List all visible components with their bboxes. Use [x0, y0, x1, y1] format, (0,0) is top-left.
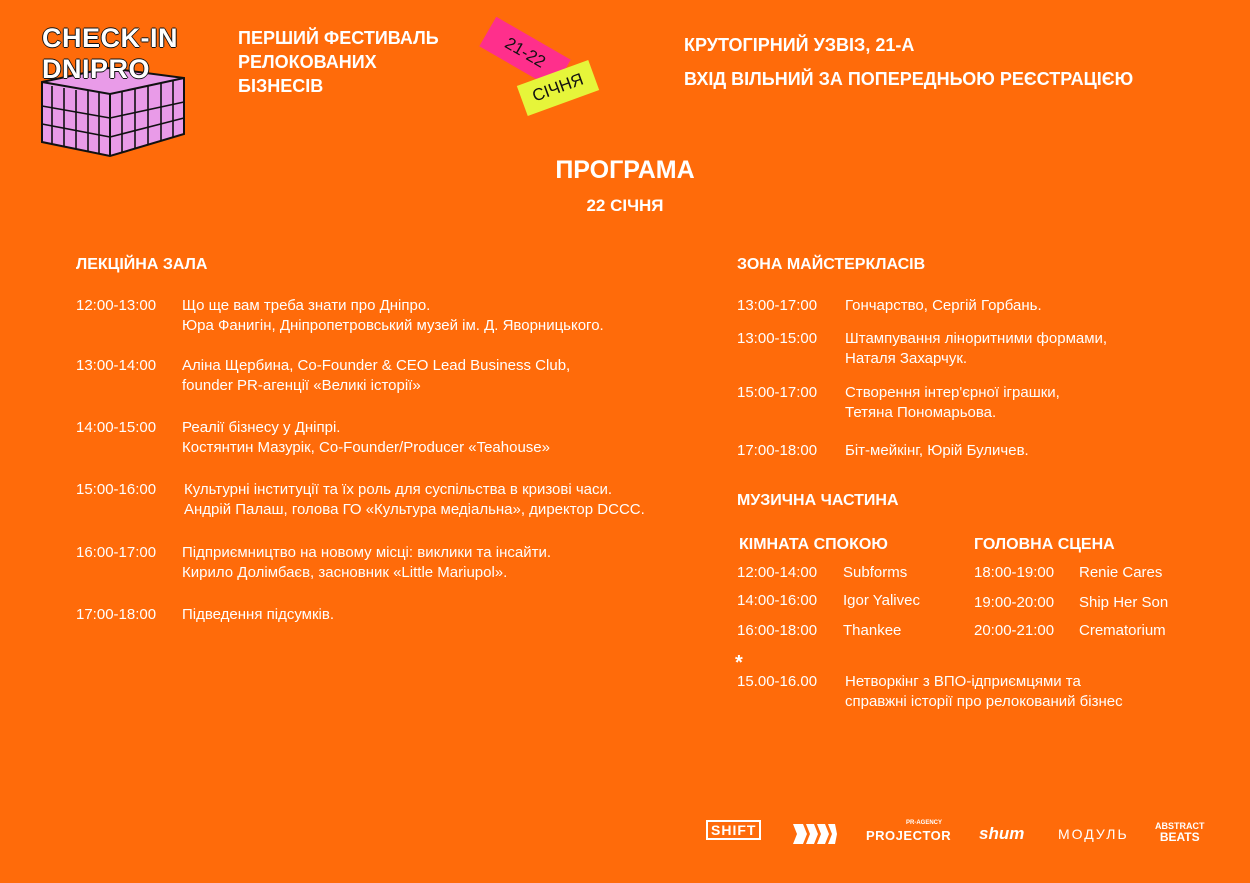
- lecture-title: Підприємництво на новому місці: виклики та інсайти.: [182, 544, 552, 561]
- workshop-title: Штампування ліноритними формами,: [845, 330, 1108, 347]
- music-heading: МУЗИЧНА ЧАСТИНА: [737, 492, 899, 509]
- main-stage-time: 18:00-19:00: [974, 564, 1055, 581]
- calm-room-artist: Subforms: [843, 564, 908, 581]
- festival-title-line3: БІЗНЕСІВ: [238, 76, 324, 96]
- venue-address: КРУТОГІРНИЙ УЗВІЗ, 21-А: [684, 35, 915, 55]
- main-stage-time: 19:00-20:00: [974, 594, 1055, 611]
- calm-room-heading: КІМНАТА СПОКОЮ: [739, 536, 888, 553]
- lecture-speaker: founder PR-агенції «Великі історії»: [182, 377, 421, 394]
- projector-logo-text: PROJECTOR: [866, 828, 952, 843]
- workshop-title: Гончарство, Сергій Горбань.: [845, 297, 1042, 314]
- registration-note: ВХІД ВІЛЬНИЙ ЗА ПОПЕРЕДНЬОЮ РЕЄСТРАЦІЄЮ: [684, 69, 1134, 89]
- lecture-title: Аліна Щербина, Co-Founder & CEO Lead Business Club,: [182, 357, 571, 374]
- main-stage-artist: Crematorium: [1079, 622, 1166, 639]
- lecture-time: 13:00-14:00: [76, 357, 157, 374]
- workshop-time: 17:00-18:00: [737, 442, 818, 459]
- logo-text-line1: CHECK-IN: [42, 23, 178, 53]
- festival-logo: [38, 22, 213, 140]
- calm-room-artist: Igor Yalivec: [843, 592, 920, 609]
- lecture-time: 15:00-16:00: [76, 481, 157, 498]
- workshop-host: Тетяна Пономарьова.: [845, 404, 997, 421]
- festival-title: [238, 26, 439, 98]
- lecture-speaker: Юра Фанигін, Дніпропетровський музей ім. Д. Яворницького.: [182, 317, 604, 334]
- workshop-time: 13:00-17:00: [737, 297, 818, 314]
- workshop-time: 15:00-17:00: [737, 384, 818, 401]
- workshops-heading: ЗОНА МАЙСТЕРКЛАСІВ: [737, 256, 926, 273]
- calm-room-artist: Thankee: [843, 622, 902, 639]
- networking-subtitle: справжні історії про релокований бізнес: [845, 693, 1123, 710]
- lecture-time: 17:00-18:00: [76, 606, 157, 623]
- workshop-host: Наталя Захарчук.: [845, 350, 968, 367]
- lecture-title: Культурні інституції та їх роль для суспільства в кризові часи.: [184, 481, 613, 498]
- shum-logo: shum: [979, 824, 1025, 843]
- projector-logo-small: PR-AGENCY: [906, 820, 943, 826]
- program-title: ПРОГРАМА: [555, 156, 695, 184]
- calm-room-time: 12:00-14:00: [737, 564, 818, 581]
- lecture-title: Реалії бізнесу у Дніпрі.: [182, 419, 341, 436]
- networking-time: 15.00-16.00: [737, 673, 818, 690]
- abstract-beats-line2: BEATS: [1159, 830, 1200, 844]
- networking-title: Нетворкінг з ВПО-ідприємцями та: [845, 673, 1081, 690]
- workshop-title: Створення інтер'єрної іграшки,: [845, 384, 1060, 401]
- lecture-speaker: Андрій Палаш, голова ГО «Культура медіальна», директор DCCC.: [184, 501, 645, 518]
- lecture-title: Що ще вам треба знати про Дніпро.: [182, 297, 431, 314]
- calm-room-time: 14:00-16:00: [737, 592, 818, 609]
- lecture-time: 16:00-17:00: [76, 544, 157, 561]
- main-stage-artist: Renie Cares: [1079, 564, 1163, 581]
- festival-dates: [478, 14, 608, 114]
- abstract-beats-logo: [1155, 822, 1205, 843]
- dccc-logo: [793, 822, 837, 851]
- modul-logo: МОДУЛЬ: [1058, 826, 1129, 842]
- lecture-hall-heading: ЛЕКЦІЙНА ЗАЛА: [76, 256, 208, 273]
- venue-info: [684, 28, 1133, 96]
- logo-text-line2: DNIPRO: [42, 54, 151, 84]
- dccc-logo-icon: [793, 822, 837, 846]
- workshop-time: 13:00-15:00: [737, 330, 818, 347]
- program-date: 22 СІЧНЯ: [586, 196, 664, 215]
- shift-logo-text: SHIFT: [706, 820, 761, 840]
- festival-title-line2: РЕЛОКОВАНИХ: [238, 52, 377, 72]
- main-stage-heading: ГОЛОВНА СЦЕНА: [974, 536, 1115, 553]
- lecture-time: 14:00-15:00: [76, 419, 157, 436]
- calm-room-time: 16:00-18:00: [737, 622, 818, 639]
- main-stage-time: 20:00-21:00: [974, 622, 1055, 639]
- lecture-speaker: Кирило Долімбаєв, засновник «Little Mariupol».: [182, 564, 508, 581]
- main-stage-artist: Ship Her Son: [1079, 594, 1169, 611]
- festival-title-line1: ПЕРШИЙ ФЕСТИВАЛЬ: [238, 28, 439, 48]
- workshop-title: Біт-мейкінг, Юрій Буличев.: [845, 442, 1029, 459]
- shift-logo: [706, 822, 761, 844]
- lecture-speaker: Костянтин Мазурік, Co-Founder/Producer «Teahouse»: [182, 439, 550, 456]
- networking-star: *: [735, 652, 743, 674]
- abstract-beats-line1: ABSTRACT: [1155, 821, 1205, 831]
- lecture-time: 12:00-13:00: [76, 297, 157, 314]
- dates-month-tag: СІЧНЯ: [517, 60, 599, 116]
- lecture-title: Підведення підсумків.: [182, 606, 335, 623]
- dates-days-tag: 21-22: [479, 17, 570, 89]
